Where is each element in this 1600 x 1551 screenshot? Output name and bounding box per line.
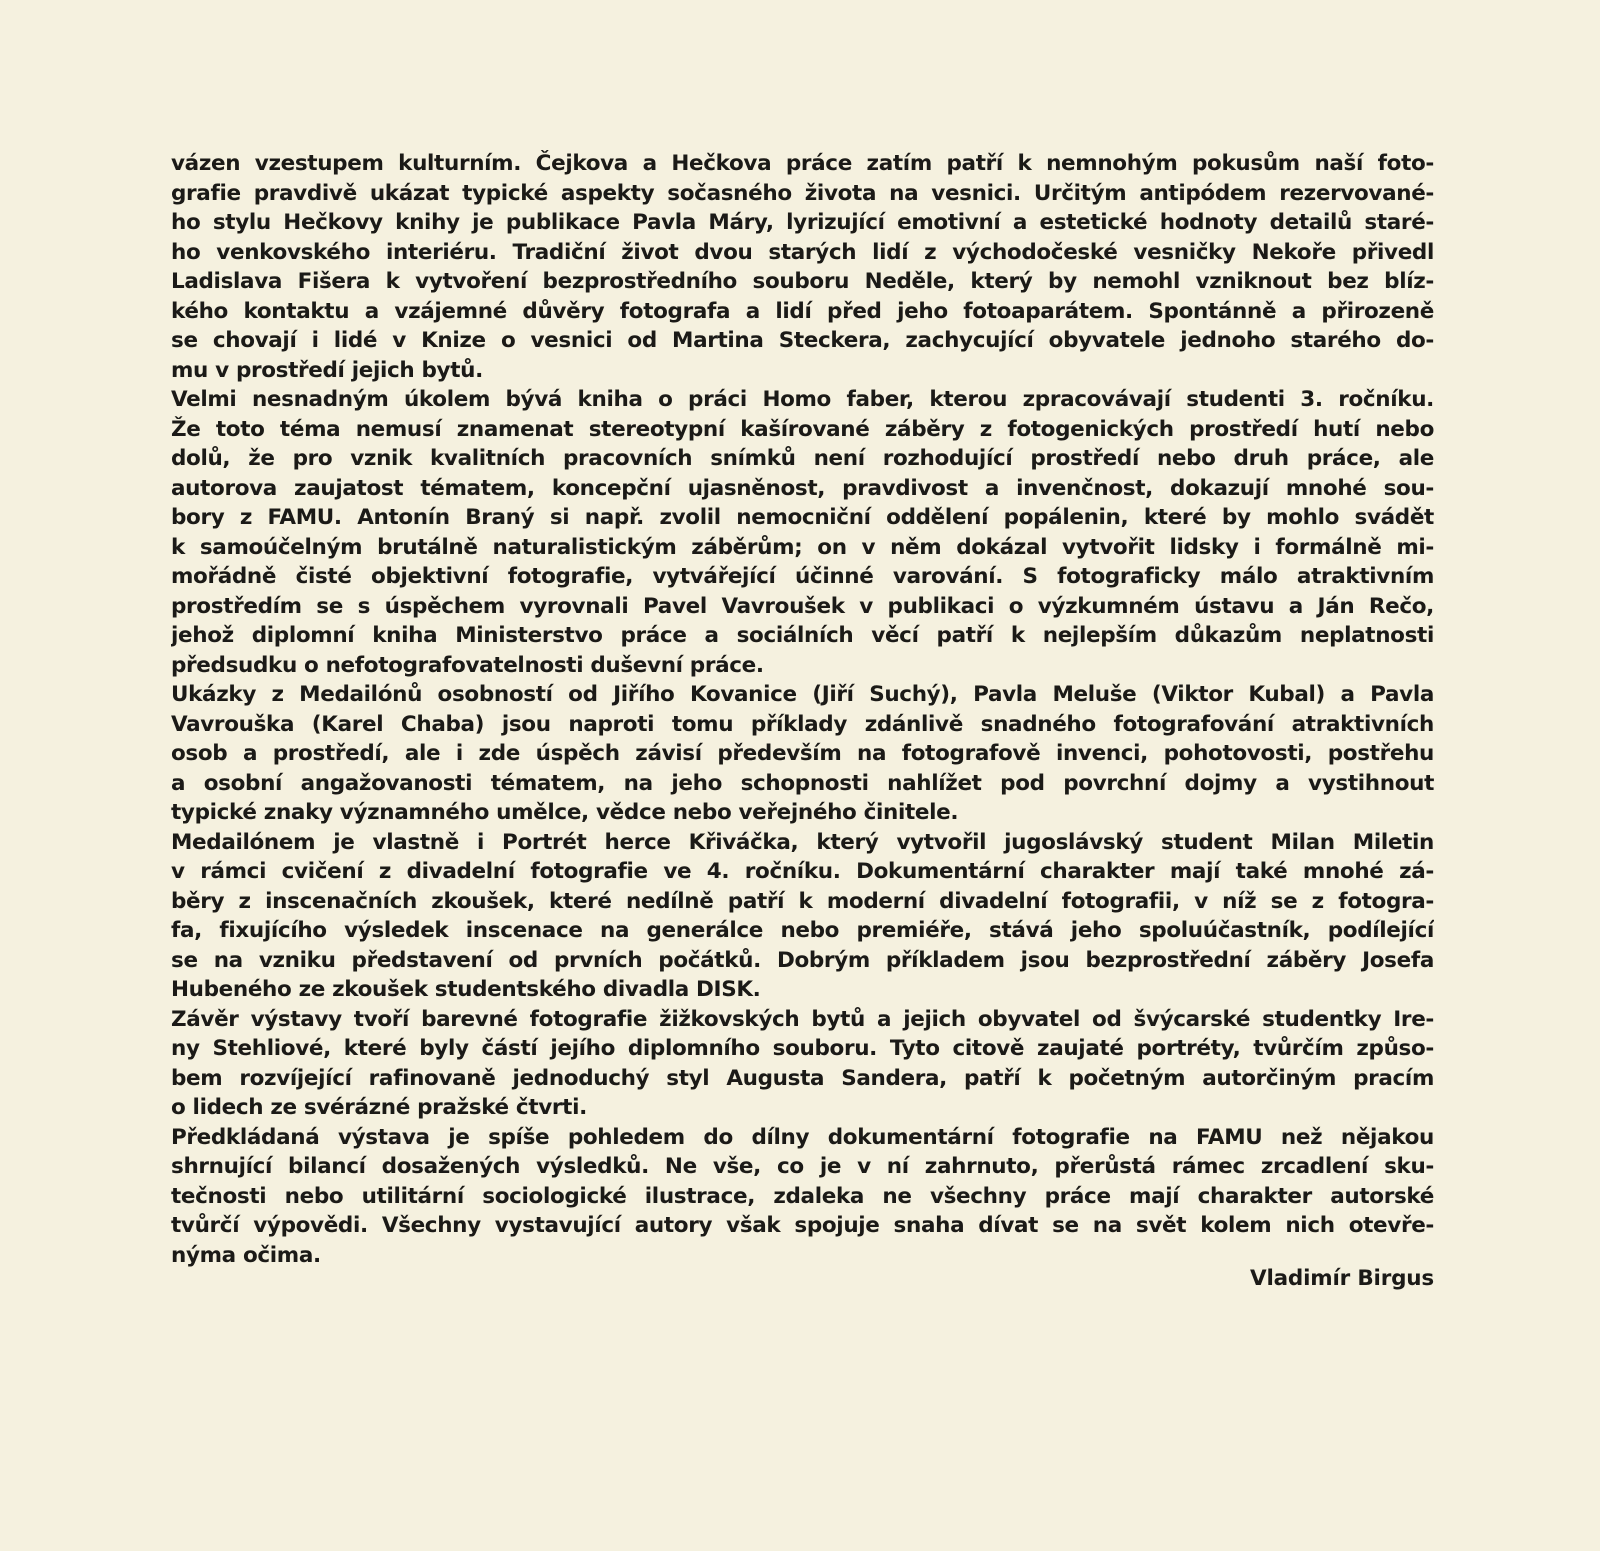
text-line: předsudku o nefotografovatelnosti duševní práce. <box>171 652 764 678</box>
text-line: Vavrouška (Karel Chaba) jsou naproti tomu příklady zdánlivě snadného fotografování atraktivních <box>171 711 1434 737</box>
text-line: shrnující bilancí dosažených výsledků. Ne vše, co je v ní zahrnuto, přerůstá rámec zrcadlení sku- <box>171 1154 1434 1179</box>
text-line: Předkládaná výstava je spíše pohledem do dílny dokumentární fotografie na FAMU než nějakou <box>171 1124 1434 1150</box>
text-line: Ladislava Fišera k vytvoření bezprostředního souboru Neděle, který by nemohl vzniknout bez blíz- <box>171 269 1434 294</box>
text-line: tvůrčí výpovědi. Všechny vystavující autory však spojuje snaha dívat se na svět kolem nich otevře- <box>171 1213 1434 1238</box>
text-line: Ukázky z Medailónů osobností od Jiřího Kovanice (Jiří Suchý), Pavla Meluše (Viktor Kubal) a Pavla <box>171 682 1434 707</box>
text-line: vázen vzestupem kulturním. Čejkova a Hečkova práce zatím patří k nemnohým pokusům naší foto- <box>171 151 1434 176</box>
paragraph <box>171 1123 1434 1271</box>
text-line: mořádně čisté objektivní fotografie, vytvářející účinné varování. S fotograficky málo atraktivním <box>171 564 1434 589</box>
text-line: ho venkovského interiéru. Tradiční život dvou starých lidí z východočeské vesničky Nekoře přivedl <box>171 239 1434 265</box>
text-line: se na vzniku představení od prvních počátků. Dobrým příkladem jsou bezprostřední záběry Josefa <box>171 947 1434 973</box>
text-line: běry z inscenačních zkoušek, které nedílně patří k moderní divadelní fotografii, v níž se z fotogra- <box>171 888 1434 914</box>
text-line: autorova zaujatost tématem, koncepční ujasněnost, pravdivost a invenčnost, dokazují mnohé sou- <box>171 475 1434 501</box>
paragraph <box>171 1005 1434 1123</box>
text-line: nýma očima. <box>171 1242 321 1268</box>
text-line: bem rozvíjející rafinovaně jednoduchý styl Augusta Sandera, patří k početným autorčiným pracím <box>171 1065 1434 1091</box>
article-body <box>171 149 1434 1270</box>
text-line: tečnosti nebo utilitární sociologické ilustrace, zdaleka ne všechny práce mají charakter autorské <box>171 1183 1434 1209</box>
text-line: ny Stehliové, které byly částí jejího diplomního souboru. Tyto citově zaujaté portréty, tvůrčím způso- <box>171 1036 1434 1061</box>
paragraph <box>171 680 1434 828</box>
text-line: Že toto téma nemusí znamenat stereotypní kašírované záběry z fotogenických prostředí hutí nebo <box>171 416 1434 442</box>
text-line: osob a prostředí, ale i zde úspěch závisí především na fotografově invenci, pohotovosti, postřehu <box>171 741 1434 766</box>
text-line: ho stylu Hečkovy knihy je publikace Pavla Máry, lyrizující emotivní a estetické hodnoty detailů staré- <box>171 210 1434 235</box>
paragraph <box>171 828 1434 1005</box>
text-line: Medailónem je vlastně i Portrét herce Křiváčka, který vytvořil jugoslávský student Milan Miletin <box>171 829 1434 855</box>
text-line: kého kontaktu a vzájemné důvěry fotografa a lidí před jeho fotoaparátem. Spontánně a přirozeně <box>171 298 1434 324</box>
author-signature: Vladimír Birgus <box>1250 1266 1434 1291</box>
text-line: k samoúčelným brutálně naturalistickým záběrům; on v něm dokázal vytvořit lidsky i formálně mi- <box>171 534 1434 560</box>
text-line: jehož diplomní kniha Ministerstvo práce a sociálních věcí patří k nejlepším důkazům neplatnosti <box>171 623 1434 648</box>
text-line: grafie pravdivě ukázat typické aspekty sočasného života na vesnici. Určitým antipódem rezervované- <box>171 180 1434 206</box>
text-line: bory z FAMU. Antonín Braný si např. zvolil nemocniční oddělení popálenin, které by mohlo svádět <box>171 505 1434 530</box>
text-line: Závěr výstavy tvoří barevné fotografie žižkovských bytů a jejich obyvatel od švýcarské studentky Ire- <box>171 1006 1434 1032</box>
text-line: Velmi nesnadným úkolem bývá kniha o práci Homo faber, kterou zpracovávají studenti 3. ročníku. <box>171 387 1434 412</box>
text-line: Hubeného ze zkoušek studentského divadla DISK. <box>171 977 761 1002</box>
text-line: mu v prostředí jejich bytů. <box>171 357 483 383</box>
text-line: typické znaky významného umělce, vědce nebo veřejného činitele. <box>171 800 959 825</box>
text-line: a osobní angažovanosti tématem, na jeho schopnosti nahlížet pod povrchní dojmy a vystihnout <box>171 770 1434 796</box>
text-line: dolů, že pro vznik kvalitních pracovních snímků není rozhodující prostředí nebo druh práce, ale <box>171 446 1434 471</box>
text-line: prostředím se s úspěchem vyrovnali Pavel Vavroušek v publikaci o výzkumném ústavu a Ján Rečo, <box>171 593 1434 619</box>
text-line: fa, fixujícího výsledek inscenace na generálce nebo premiéře, stává jeho spoluúčastník, podílející <box>171 918 1434 943</box>
paragraph <box>171 385 1434 680</box>
text-line: v rámci cvičení z divadelní fotografie ve 4. ročníku. Dokumentární charakter mají také mnohé zá- <box>171 859 1434 884</box>
paragraph <box>171 149 1434 385</box>
text-line: o lidech ze svérázné pražské čtvrti. <box>171 1095 587 1120</box>
text-line: se chovají i lidé v Knize o vesnici od Martina Steckera, zachycující obyvatele jednoho starého do- <box>171 328 1434 353</box>
